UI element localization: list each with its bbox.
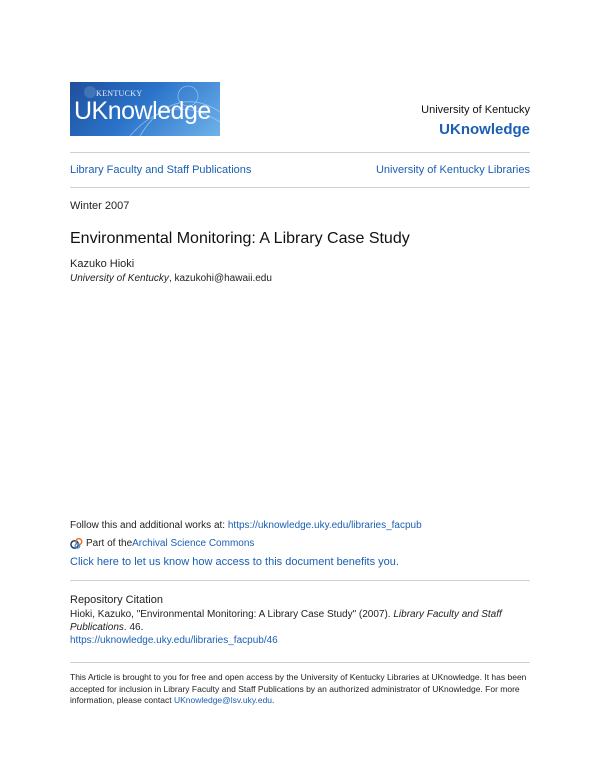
collection-link[interactable]: Library Faculty and Staff Publications bbox=[70, 164, 252, 176]
open-access-icon bbox=[70, 537, 83, 550]
logo-wordmark: UKnowledge bbox=[74, 97, 211, 125]
footnote-end: . bbox=[272, 695, 275, 705]
feedback-link[interactable]: Click here to let us know how access to this document benefits you. bbox=[70, 556, 399, 568]
part-of-line bbox=[70, 537, 254, 550]
part-of-prefix: Part of the bbox=[86, 538, 133, 549]
citation-number: . 46. bbox=[123, 622, 144, 633]
uknowledge-logo bbox=[70, 82, 220, 136]
follow-text: Follow this and additional works at: bbox=[70, 520, 228, 531]
footnote-text: This Article is brought to you for free and open access by the University of Kentucky Libraries at UKnowledge. It has been accepted for inclusion in Library Faculty and Staff Publications by an authorized administrator of UKnowledge. For more information, please contact bbox=[70, 672, 527, 705]
divider-2 bbox=[70, 187, 530, 188]
divider-4 bbox=[70, 662, 530, 663]
collection-links-row bbox=[70, 164, 530, 176]
author-affiliation bbox=[70, 273, 272, 284]
repository-name-link[interactable]: UKnowledge bbox=[439, 121, 530, 138]
affiliation-institution: University of Kentucky bbox=[70, 273, 169, 284]
citation-series: Library Faculty and Staff Publications bbox=[70, 609, 502, 633]
commons-link[interactable]: Archival Science Commons bbox=[132, 538, 255, 549]
department-link[interactable]: University of Kentucky Libraries bbox=[375, 164, 530, 176]
affiliation-email: , kazukohi@hawaii.edu bbox=[168, 273, 272, 284]
article-title: Environmental Monitoring: A Library Case Study bbox=[70, 230, 410, 247]
university-name: University of Kentucky bbox=[421, 104, 530, 116]
citation-plain: Hioki, Kazuko, "Environmental Monitoring: A Library Case Study" (2007). bbox=[70, 609, 394, 620]
publication-date: Winter 2007 bbox=[70, 200, 130, 212]
contact-email-link[interactable]: UKnowledge@lsv.uky.edu bbox=[173, 695, 273, 705]
citation-url-link[interactable]: https://uknowledge.uky.edu/libraries_facpub/46 bbox=[70, 635, 278, 646]
follow-line bbox=[70, 520, 422, 531]
citation-heading: Repository Citation bbox=[70, 594, 163, 606]
citation-text bbox=[70, 608, 530, 647]
access-footnote bbox=[70, 672, 530, 707]
divider-3 bbox=[70, 580, 530, 581]
follow-url-link[interactable]: https://uknowledge.uky.edu/libraries_facpub bbox=[227, 520, 422, 531]
divider-top bbox=[70, 152, 530, 153]
logo-kentucky-text: KENTUCKY bbox=[96, 89, 143, 98]
author-name: Kazuko Hioki bbox=[70, 258, 135, 270]
